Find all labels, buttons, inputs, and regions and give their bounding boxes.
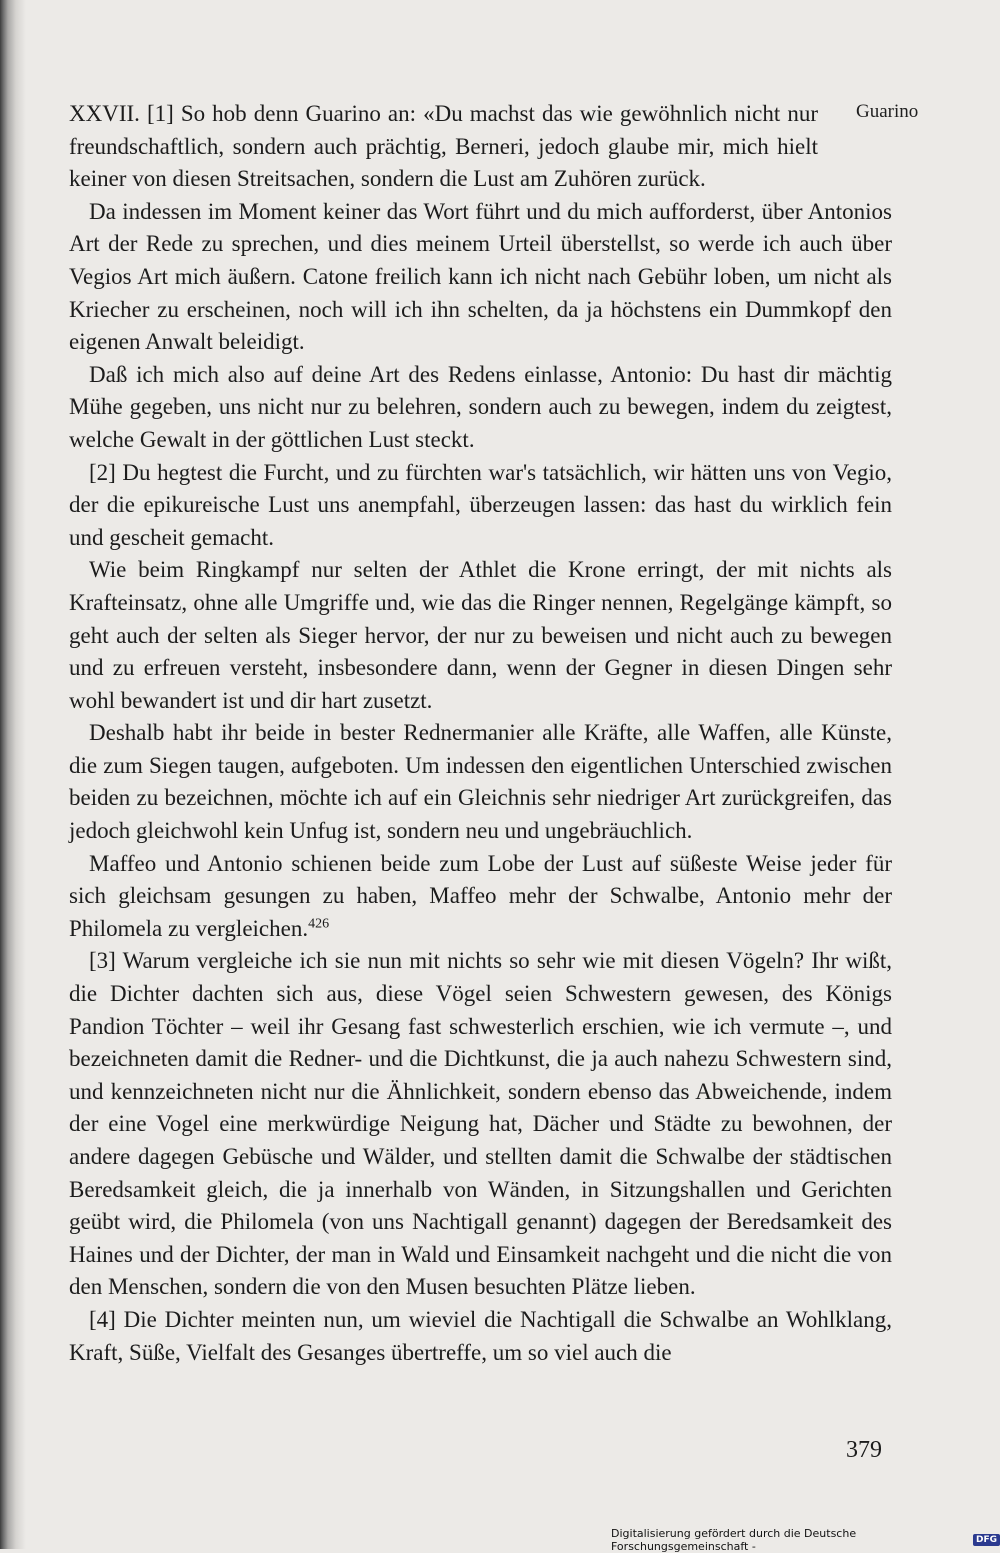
paragraph-1: XXVII. [1] So hob denn Guarino an: «Du machst das wie gewöhnlich nicht nur freundschaftlich, sondern auch prächtig, Berneri, jedoch glaube mir, mich hielt keiner von diesen Streitsachen, sondern die Lust am Zuhören zurück. [69, 101, 818, 192]
paragraph-2: Da indessen im Moment keiner das Wort führt und du mich aufforderst, über Antonios Art der Rede zu sprechen, und dies meinem Urteil überstellst, so werde ich auch über Vegios Art mich äußern. Catone freilich kann ich nicht nach Gebühr loben, um nicht als Kriecher zu erscheinen, noch will ich ihn schelten, da ja höchstens ein Dummkopf den eigenen Anwalt beleidigt. [69, 198, 892, 355]
footnote-reference[interactable]: 426 [308, 916, 330, 932]
paragraph-6: Deshalb habt ihr beide in bester Rednermanier alle Kräfte, alle Waffen, alle Künste, die zum Siegen taugen, aufgeboten. Um indessen den eigentlichen Unterschied zwischen beiden zu bezeichnen, möchte ich auf ein Gleichnis sehr niedriger Art zurückgreifen, das jedoch gleichwohl kein Unfug ist, sondern neu und ungebräuchlich. [69, 720, 892, 844]
scan-left-edge-shadow [0, 0, 26, 1549]
marginal-note: Guarino [856, 101, 919, 122]
paragraph-7 [69, 848, 892, 946]
paragraph-7-text: Maffeo und Antonio schienen beide zum Lobe der Lust auf süßeste Weise jeder für sich gleichsam gesungen zu haben, Maffeo mehr der Schwalbe, Antonio mehr der Philomela zu vergleichen. [69, 850, 892, 941]
paragraph-4: [2] Du hegtest die Furcht, und zu fürchten war's tatsächlich, wir hätten uns von Vegio, der die epikureische Lust uns anempfahl, überzeugen lassen: das hast du wirklich fein und gescheit gemacht. [69, 459, 892, 550]
digitization-footer [611, 1527, 1000, 1553]
paragraph-3: Daß ich mich also auf deine Art des Redens einlasse, Antonio: Du hast dir mächtig Mühe gegeben, uns nicht nur zu belehren, sondern auch zu bewegen, indem du zeigtest, welche Gewalt in der göttlichen Lust steckt. [69, 361, 892, 452]
footer-text: Digitalisierung gefördert durch die Deutsche Forschungsgemeinschaft - [611, 1527, 857, 1553]
paragraph-5: Wie beim Ringkampf nur selten der Athlet die Krone erringt, der mit nichts als Krafteinsatz, ohne alle Umgriffe und, wie das die Ringer nennen, Regelgänge kämpft, so geht auch der selten als Sieger hervor, der nur zu beweisen und nicht auch zu bewegen und zu erfreuen versteht, insbesondere dann, wenn der Gegner in diesen Dingen sehr wohl bewandert ist und dir hart zusetzt. [69, 557, 892, 713]
paragraph-8: [3] Warum vergleiche ich sie nun mit nichts so sehr wie mit diesen Vögeln? Ihr wißt, die Dichter dachten sich aus, diese Vögel seien Schwestern gewesen, des Königs Pandion Töchter – weil ihr Gesang fast schwesterlich erschien, wie ich vermute –, und bezeichneten damit die Redner- und die Dichtkunst, die ja auch nahezu Schwestern sind, und kennzeichneten nicht nur die Ähnlichkeit, sondern ebenso das Abweichende, indem der eine Vogel eine merkwürdige Neigung hat, Dächer und Städte zu bewohnen, der andere dagegen Gebüsche und Wälder, und stellten damit die Schwalbe der städtischen Beredsamkeit gleich, die ja innerhalb von Wänden, in Sitzungshallen und Gerichten geübt wird, die Philomela (von uns Nachtigall genannt) dagegen der Beredsamkeit des Haines und der Dichter, der man in Wald und Einsamkeit nachgeht und die nicht die von den Menschen, sondern die von den Musen besuchten Plätze lieben. [69, 948, 892, 1300]
dfg-logo-icon: DFG [973, 1534, 1000, 1546]
page-number: 379 [846, 1437, 882, 1463]
paragraph-9: [4] Die Dichter meinten nun, um wieviel die Nachtigall die Schwalbe an Wohlklang, Kraft, Süße, Vielfalt des Gesanges übertreffe, um so viel auch die [69, 1306, 892, 1365]
page-body-text [69, 98, 892, 1369]
